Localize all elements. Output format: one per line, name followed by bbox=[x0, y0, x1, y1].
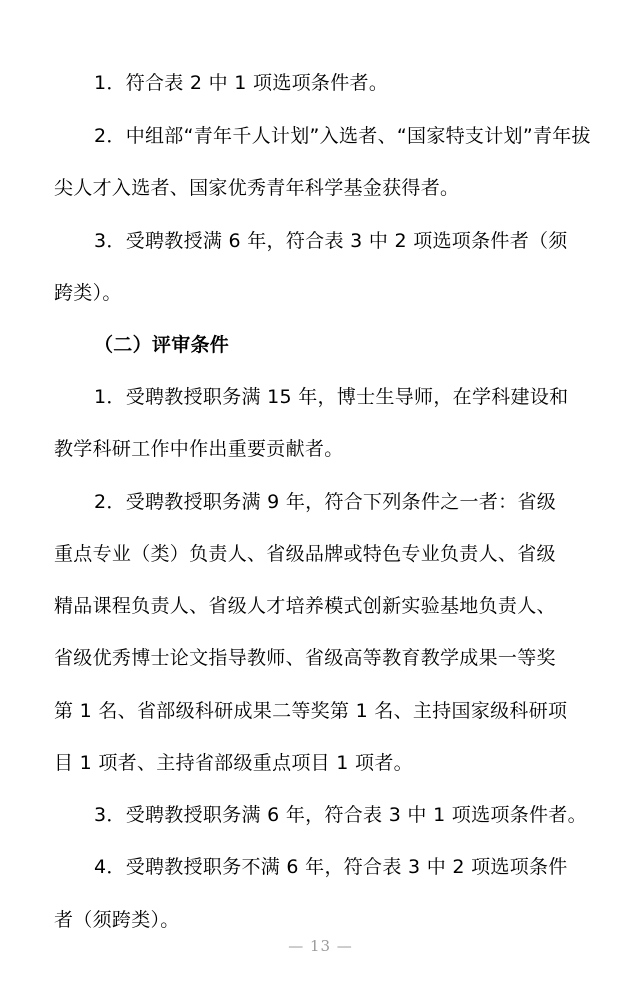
paragraph-line-15: 3．受聘教授职务满 6 年，符合表 3 中 1 项选项条件者。 bbox=[94, 804, 587, 826]
section-heading: （二）评审条件 bbox=[94, 334, 230, 356]
paragraph-line-14: 目 1 项者、主持省部级重点项目 1 项者。 bbox=[54, 752, 413, 774]
paragraph-line-3: 尖人才入选者、国家优秀青年科学基金获得者。 bbox=[54, 177, 460, 199]
paragraph-line-2: 2．中组部“青年千人计划”入选者、“国家特支计划”青年拔 bbox=[94, 125, 591, 147]
paragraph-line-1: 1．符合表 2 中 1 项选项条件者。 bbox=[94, 72, 389, 94]
paragraph-line-17: 者（须跨类）。 bbox=[54, 909, 180, 931]
paragraph-line-7: 1．受聘教授职务满 15 年，博士生导师，在学科建设和 bbox=[94, 386, 569, 408]
paragraph-line-8: 教学科研工作中作出重要贡献者。 bbox=[54, 438, 344, 460]
paragraph-line-4: 3．受聘教授满 6 年，符合表 3 中 2 项选项条件者（须 bbox=[94, 230, 568, 252]
paragraph-line-11: 精品课程负责人、省级人才培养模式创新实验基地负责人、 bbox=[54, 595, 556, 617]
paragraph-line-5: 跨类）。 bbox=[54, 282, 122, 304]
paragraph-line-10: 重点专业（类）负责人、省级品牌或特色专业负责人、省级 bbox=[54, 543, 556, 565]
paragraph-line-12: 省级优秀博士论文指导教师、省级高等教育教学成果一等奖 bbox=[54, 647, 556, 669]
paragraph-line-13: 第 1 名、省部级科研成果二等奖第 1 名、主持国家级科研项 bbox=[54, 700, 568, 722]
paragraph-line-9: 2．受聘教授职务满 9 年，符合下列条件之一者：省级 bbox=[94, 491, 557, 513]
paragraph-line-16: 4．受聘教授职务不满 6 年，符合表 3 中 2 项选项条件 bbox=[94, 856, 568, 878]
page-number: — 13 — bbox=[288, 937, 353, 955]
